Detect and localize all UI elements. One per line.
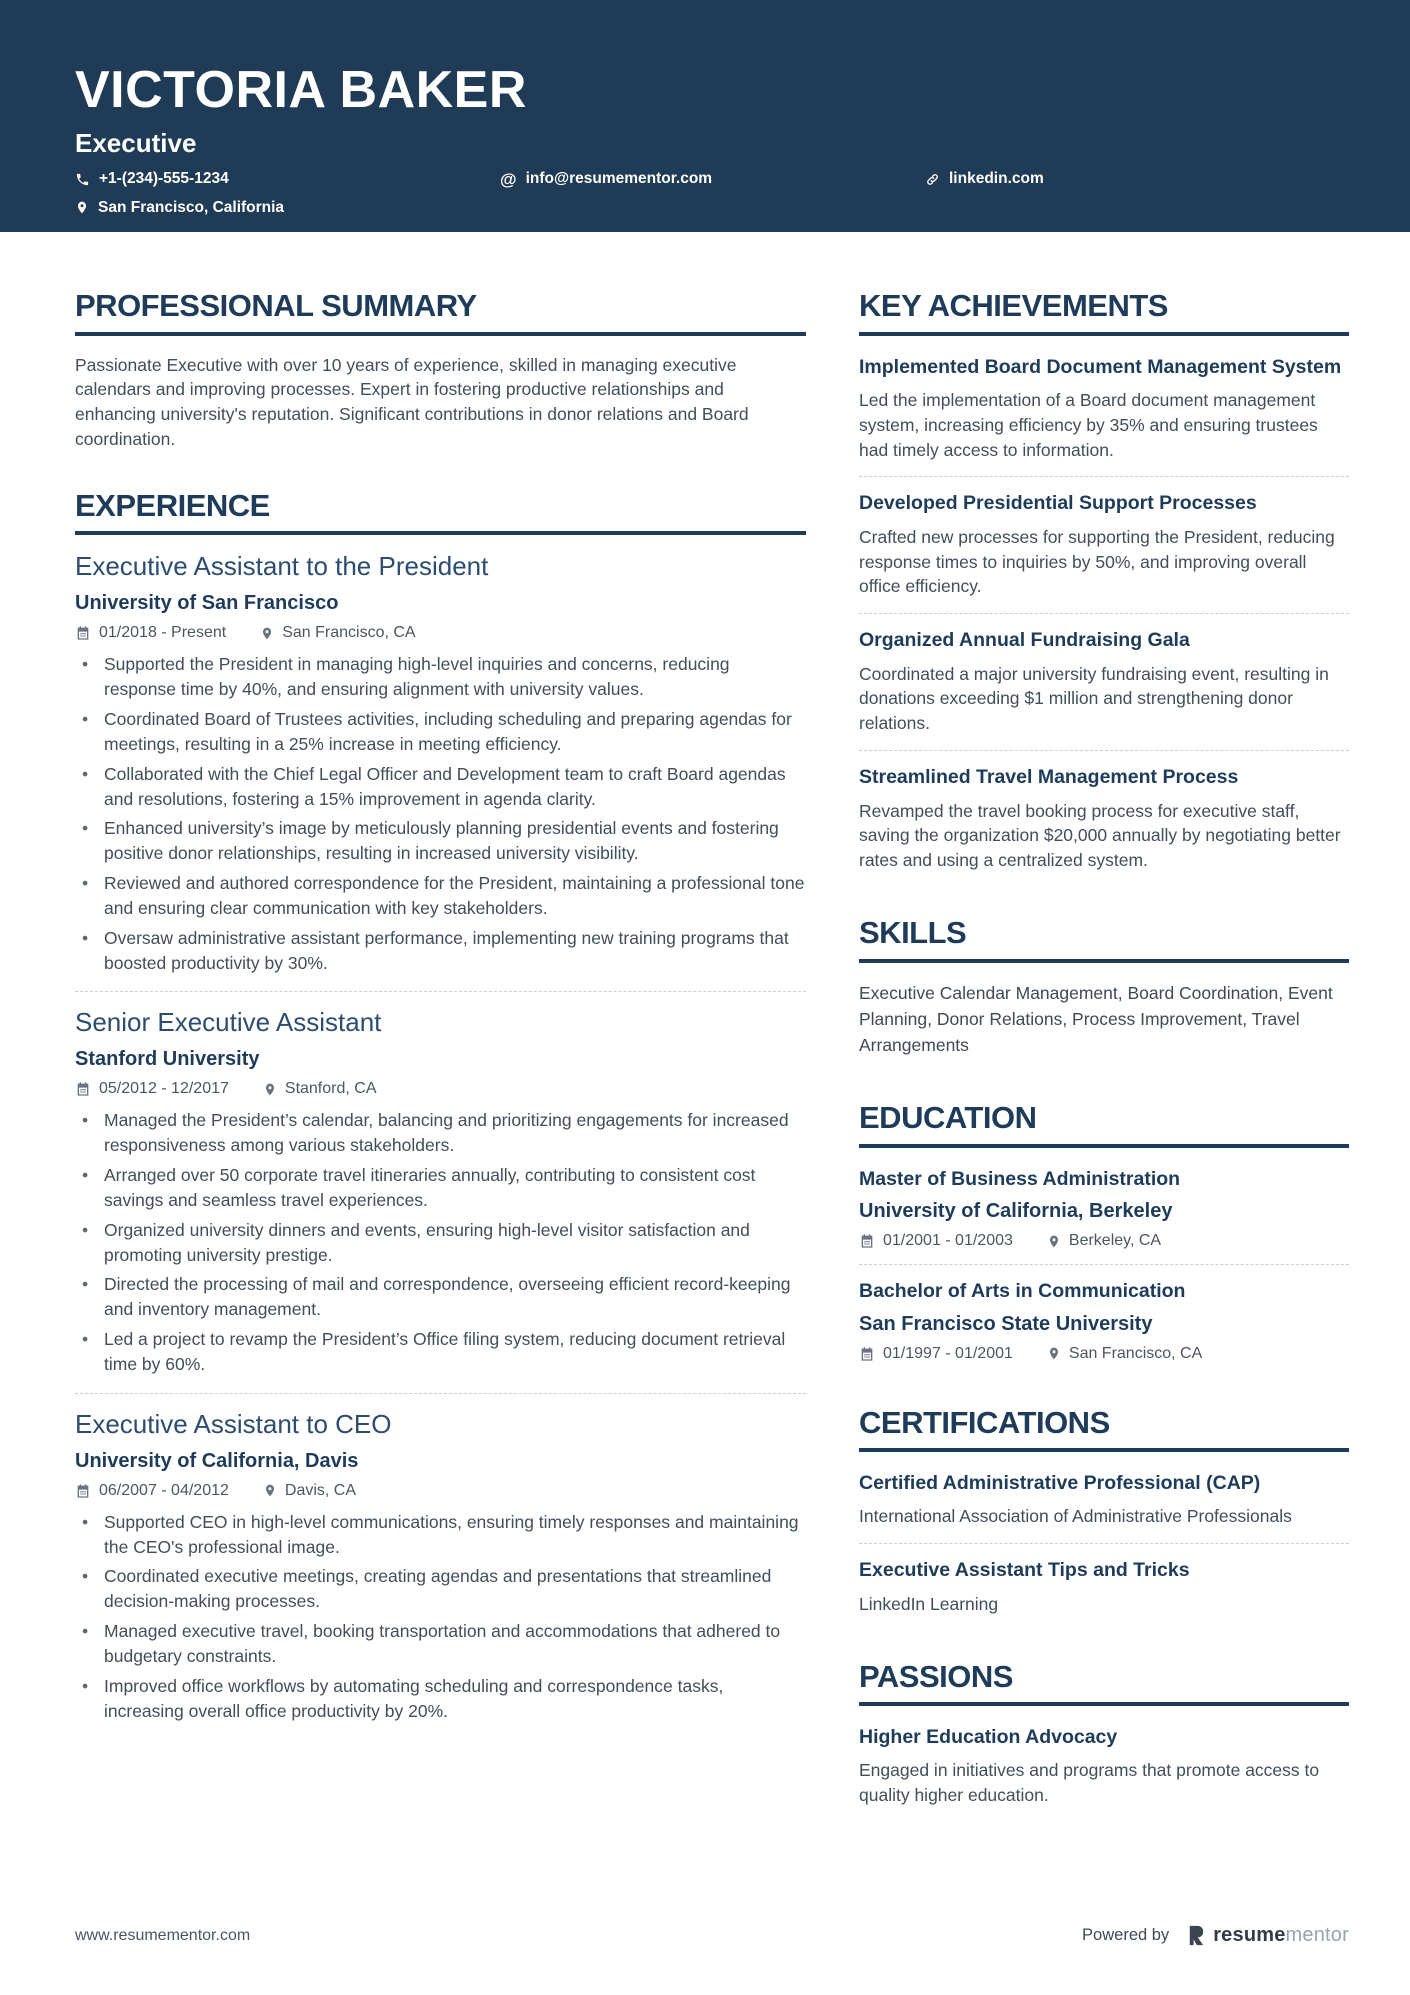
education-entry (859, 1165, 1349, 1265)
job-bullets (75, 1108, 806, 1376)
dashed-divider (75, 1393, 806, 1394)
summary-heading: PROFESSIONAL SUMMARY (75, 290, 806, 336)
summary-text: Passionate Executive with over 10 years of experience, skilled in managing executive calendars and improving processes. Expert in fostering productive relationships and enhancing university's reputation. Significant contributions in donor relations and Board coordination. (75, 354, 749, 450)
company-name: University of San Francisco (75, 592, 339, 615)
job-meta (75, 1080, 806, 1098)
achievement-text: Crafted new processes for supporting the President, reducing response times to inquiries by 50%, and improving overall office efficiency. (859, 526, 1335, 597)
bullet-item: • Arranged over 50 corporate travel itineraries annually, contributing to consistent cost savings and seamless travel experiences. (75, 1163, 806, 1213)
footer (75, 1924, 1349, 1947)
education-entry (859, 1265, 1349, 1362)
link-icon (925, 172, 940, 187)
achievements-heading: KEY ACHIEVEMENTS (859, 290, 1349, 336)
contact-linkedin[interactable] (925, 170, 1349, 189)
company-name: University of California, Davis (75, 1449, 359, 1472)
passion-text: Engaged in initiatives and programs that promote access to quality higher education. (859, 1760, 1320, 1806)
experience-entry (75, 1008, 806, 1376)
experience-entry (75, 1410, 806, 1724)
date-range: 01/2001 - 01/2003 (859, 1232, 1013, 1250)
certification-title: Executive Assistant Tips and Tricks (859, 1559, 1190, 1582)
left-column (75, 290, 806, 1728)
job-title: Executive Assistant to the President (75, 551, 489, 582)
contact-email[interactable] (500, 170, 925, 189)
experience-entry (75, 552, 806, 975)
date-range: 01/2018 - Present (75, 624, 226, 642)
calendar-icon (75, 1081, 91, 1097)
achievement-text: Revamped the travel booking process for executive staff, saving the organization $20,000 annually by negotiating better rates and using a centralized system. (859, 800, 1341, 871)
pin-icon (263, 1483, 277, 1498)
bullet-item: • Collaborated with the Chief Legal Officer and Development team to craft Board agendas and resolutions, fostering a 15% improvement in agenda clarity. (75, 762, 806, 812)
calendar-icon (75, 1483, 91, 1499)
achievement-item (859, 614, 1349, 751)
phone-icon (75, 172, 90, 187)
job-location: Stanford, CA (263, 1080, 377, 1098)
section-key-achievements (859, 290, 1349, 873)
content (0, 290, 1410, 1808)
pin-icon (263, 1082, 277, 1097)
experience-heading: EXPERIENCE (75, 490, 806, 536)
calendar-icon (859, 1233, 875, 1249)
degree-title: Master of Business Administration (859, 1167, 1181, 1190)
section-skills (859, 917, 1349, 1058)
bullet-item: • Reviewed and authored correspondence for the President, maintaining a professional tone and ensuring clear communication with key stakeholders. (75, 871, 806, 921)
certification-title: Certified Administrative Professional (CAP) (859, 1472, 1261, 1495)
skills-list: Executive Calendar Management, Board Coordination, Event Planning, Donor Relations, Process Improvement, Travel Arrangements (859, 982, 1333, 1056)
achievement-title: Streamlined Travel Management Process (859, 766, 1239, 789)
job-title: Senior Executive Assistant (75, 1007, 382, 1038)
achievement-item (859, 477, 1349, 614)
job-location: Davis, CA (263, 1482, 356, 1500)
contact-row (75, 170, 1349, 189)
bullet-item: • Organized university dinners and events, ensuring high-level visitor satisfaction and promoting university prestige. (75, 1218, 806, 1268)
certification-issuer: LinkedIn Learning (859, 1593, 999, 1614)
passion-title: Higher Education Advocacy (859, 1726, 1118, 1749)
linkedin-url: linkedin.com (949, 170, 1044, 187)
pin-icon (1047, 1346, 1061, 1361)
header (0, 0, 1410, 232)
email-address: info@resumementor.com (525, 170, 713, 187)
achievement-item (859, 751, 1349, 873)
certifications-heading: CERTIFICATIONS (859, 1407, 1349, 1453)
candidate-name: VICTORIA BAKER (75, 61, 527, 119)
achievement-title: Organized Annual Fundraising Gala (859, 629, 1190, 652)
bullet-item: • Coordinated executive meetings, creating agendas and presentations that streamlined decision-making processes. (75, 1564, 806, 1614)
contact-phone[interactable] (75, 170, 500, 189)
education-meta (859, 1345, 1349, 1363)
resumementor-logo[interactable] (1185, 1924, 1349, 1947)
date-range: 05/2012 - 12/2017 (75, 1080, 229, 1098)
section-certifications (859, 1404, 1349, 1617)
job-meta (75, 624, 806, 642)
at-icon: @ (500, 169, 517, 189)
bullet-item: • Coordinated Board of Trustees activities, including scheduling and preparing agendas for meetings, resulting in a 25% increase in meeting efficiency. (75, 707, 806, 757)
education-location: San Francisco, CA (1047, 1345, 1202, 1363)
bullet-item: • Led a project to revamp the President’s Office filing system, reducing document retrieval time by 60%. (75, 1327, 806, 1377)
achievement-text: Coordinated a major university fundraising event, resulting in donations exceeding $1 million and strengthening donor relations. (859, 663, 1329, 734)
resumementor-wordmark: resumementor (1213, 1924, 1349, 1946)
pin-icon (1047, 1234, 1061, 1249)
right-column (859, 290, 1349, 1808)
date-range: 01/1997 - 01/2001 (859, 1345, 1013, 1363)
location-text: San Francisco, California (98, 198, 285, 216)
bullet-item: • Managed executive travel, booking transportation and accommodations that adhered to budgetary constraints. (75, 1619, 806, 1669)
calendar-icon (75, 625, 91, 641)
section-professional-summary (75, 290, 806, 452)
skills-heading: SKILLS (859, 917, 1349, 963)
passion-entry (859, 1723, 1349, 1808)
school-name: University of California, Berkeley (859, 1200, 1173, 1223)
pin-icon (75, 200, 89, 215)
bullet-item: • Directed the processing of mail and correspondence, overseeing efficient record-keeping and inventory management. (75, 1272, 806, 1322)
bullet-item: • Managed the President’s calendar, balancing and prioritizing engagements for increased responsiveness among various stakeholders. (75, 1108, 806, 1158)
pin-icon (260, 626, 274, 641)
dashed-divider (75, 991, 806, 992)
job-meta (75, 1482, 806, 1500)
achievement-text: Led the implementation of a Board document management system, increasing efficiency by 35% and ensuring trustees had timely access to information. (859, 389, 1318, 460)
section-experience (75, 487, 806, 1724)
education-heading: EDUCATION (859, 1102, 1349, 1148)
resumementor-logo-icon (1185, 1924, 1208, 1947)
school-name: San Francisco State University (859, 1312, 1153, 1335)
degree-title: Bachelor of Arts in Communication (859, 1280, 1186, 1303)
achievement-title: Developed Presidential Support Processes (859, 492, 1257, 515)
phone-number: +1-(234)-555-1234 (99, 170, 229, 187)
bullet-item: • Enhanced university’s image by meticulously planning presidential events and fostering positive donor relationships, resulting in increased university visibility. (75, 816, 806, 866)
contact-location (75, 199, 1349, 218)
footer-branding (1082, 1924, 1349, 1947)
certification-entry (859, 1469, 1349, 1544)
company-name: Stanford University (75, 1048, 260, 1071)
bullet-item: • Supported the President in managing high-level inquiries and concerns, reducing response time by 40%, and ensuring alignment with university values. (75, 652, 806, 702)
candidate-job-title: Executive (75, 128, 197, 158)
powered-by-label: Powered by (1082, 1926, 1170, 1944)
job-bullets (75, 1510, 806, 1724)
achievement-title: Implemented Board Document Management System (859, 355, 1342, 378)
certification-entry (859, 1544, 1349, 1616)
certification-issuer: International Association of Administrative Professionals (859, 1506, 1292, 1527)
job-location: San Francisco, CA (260, 624, 415, 642)
education-location: Berkeley, CA (1047, 1232, 1161, 1250)
footer-website-link[interactable]: www.resumementor.com (75, 1926, 251, 1944)
date-range: 06/2007 - 04/2012 (75, 1482, 229, 1500)
section-passions (859, 1658, 1349, 1809)
bullet-item: • Supported CEO in high-level communications, ensuring timely responses and maintaining the CEO's professional image. (75, 1510, 806, 1560)
bullet-item: • Oversaw administrative assistant performance, implementing new training programs that boosted productivity by 30%. (75, 926, 806, 976)
job-title: Executive Assistant to CEO (75, 1408, 392, 1439)
bullet-item: • Improved office workflows by automating scheduling and correspondence tasks, increasing overall office productivity by 20%. (75, 1674, 806, 1724)
education-meta (859, 1232, 1349, 1250)
job-bullets (75, 652, 806, 975)
calendar-icon (859, 1346, 875, 1362)
passions-heading: PASSIONS (859, 1661, 1349, 1707)
section-education (859, 1102, 1349, 1362)
achievement-item (859, 353, 1349, 478)
